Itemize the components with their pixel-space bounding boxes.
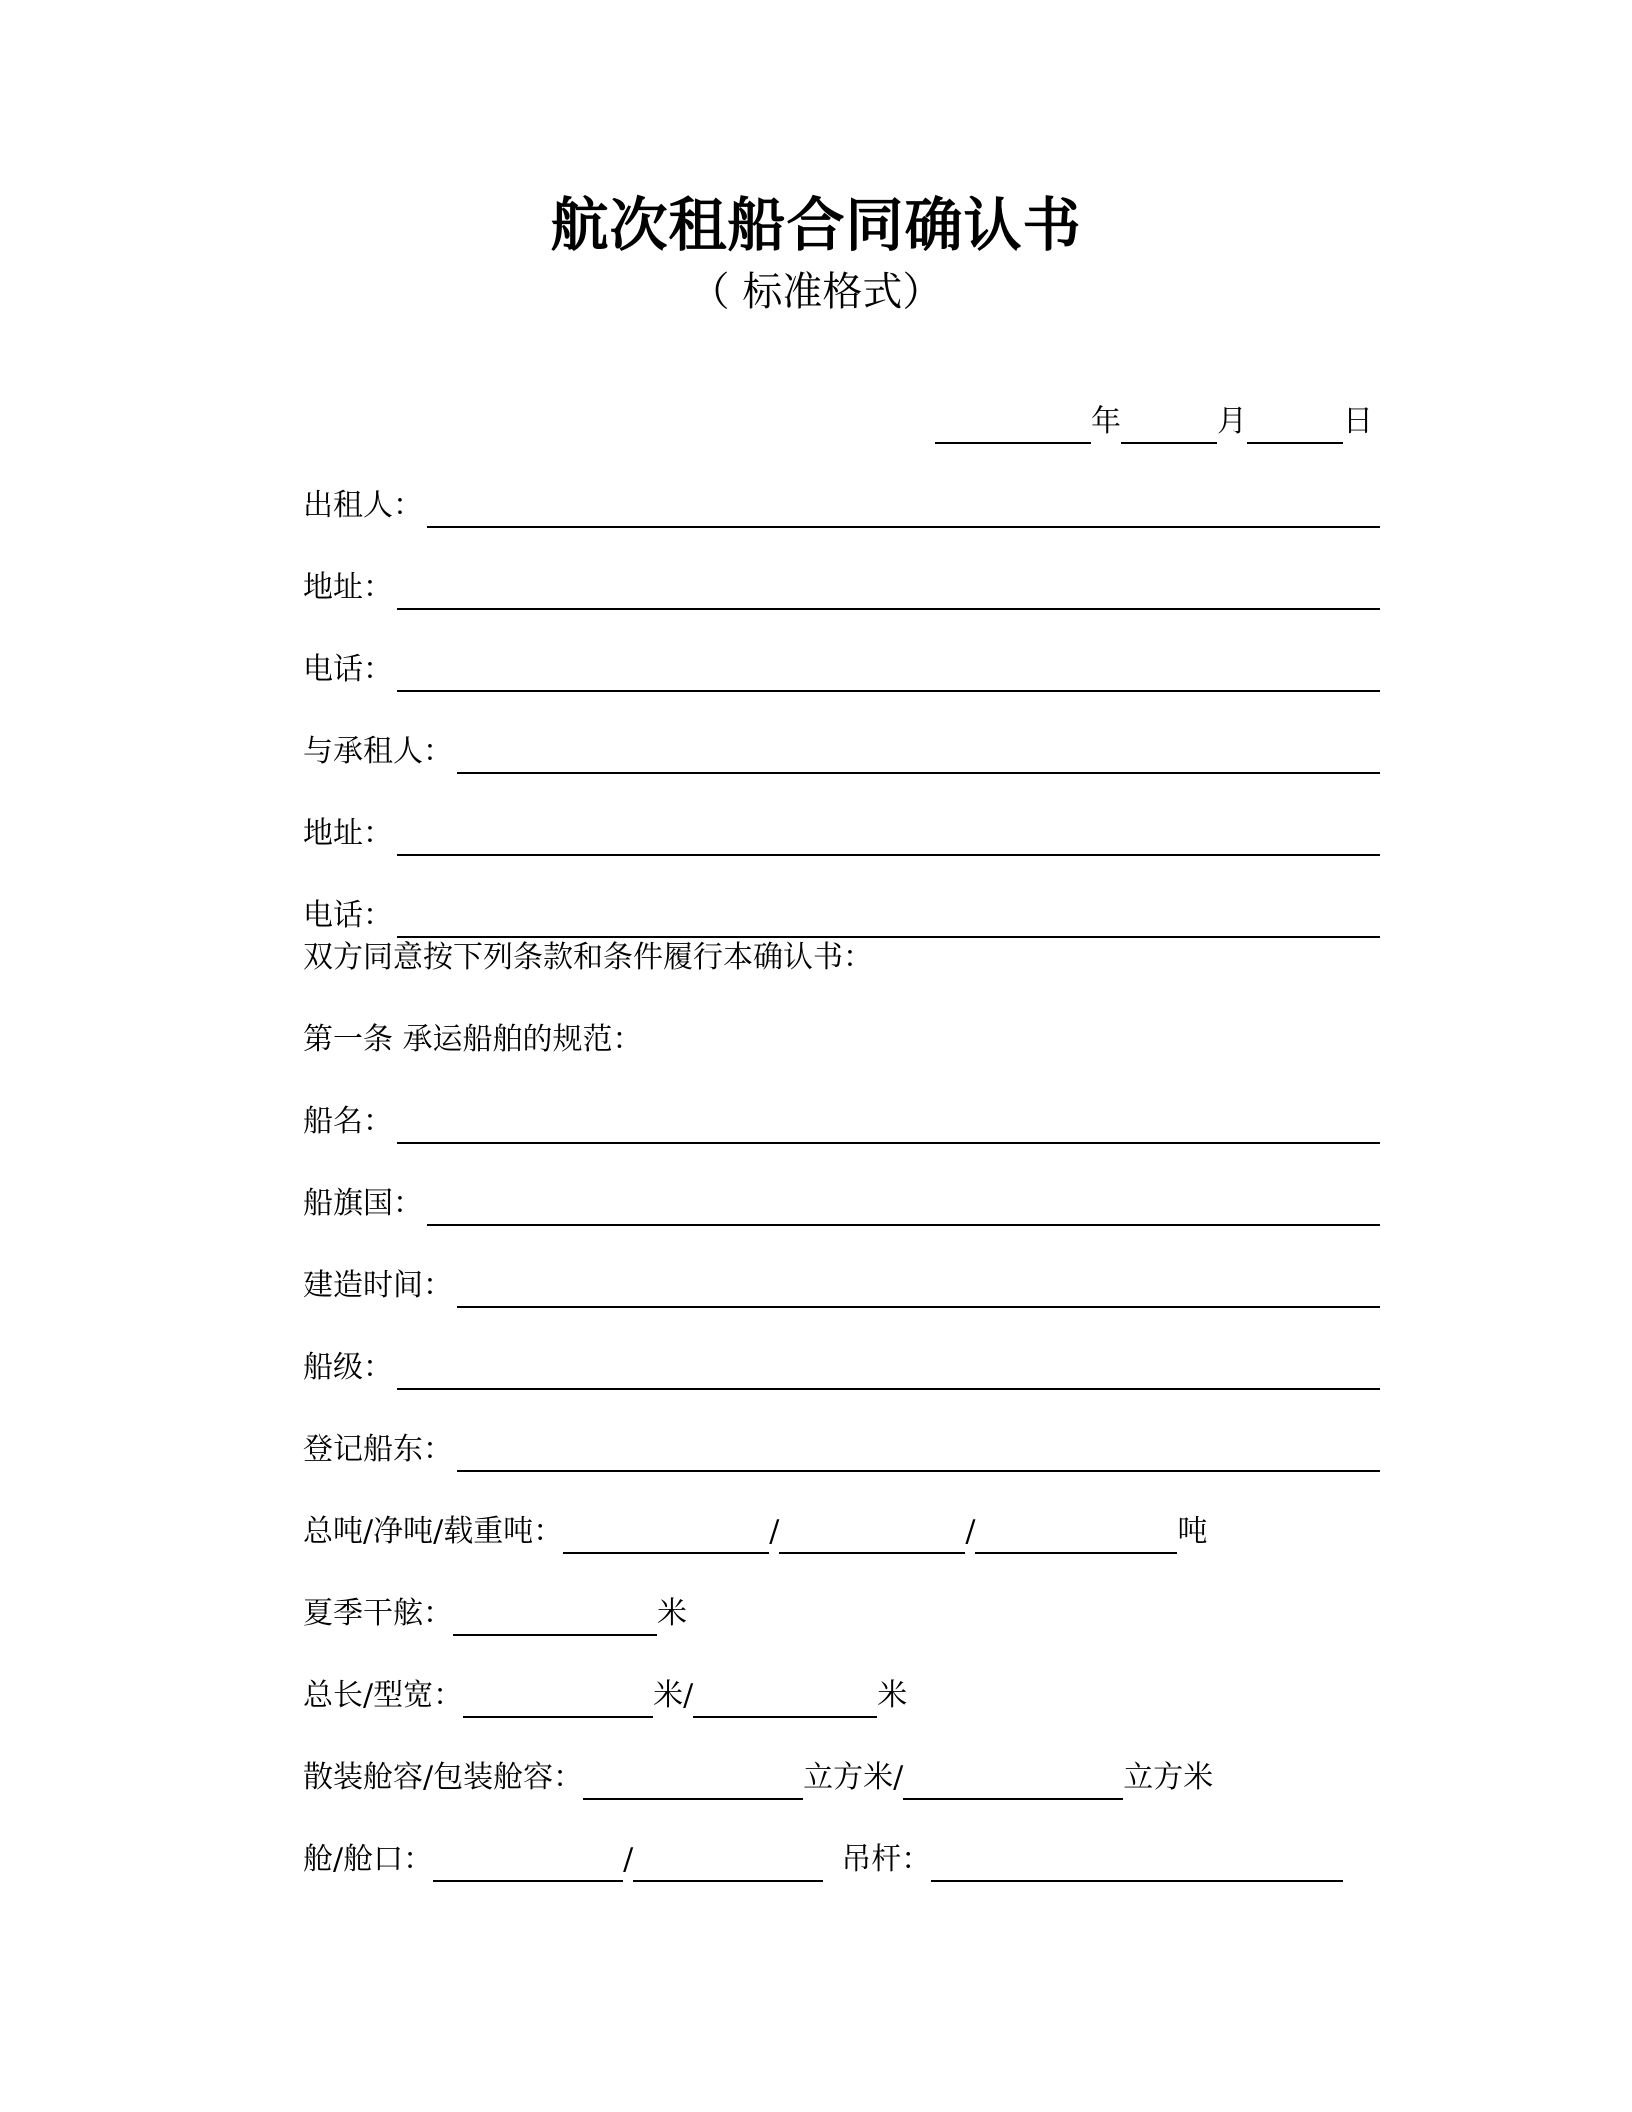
document-subtitle: （ 标准格式） [689,269,943,315]
net-tonnage-blank[interactable] [779,1522,965,1554]
year-label: 年 [1091,404,1121,439]
meter-slash: 米/ [653,1678,694,1713]
lessee-address-row [303,812,1380,856]
bale-capacity-blank[interactable] [903,1768,1123,1800]
lessee-phone-label: 电话： [303,898,393,933]
date-line [935,400,1373,444]
lessor-phone-label: 电话： [303,652,393,687]
month-label: 月 [1217,404,1247,439]
tonnage-row [303,1510,1380,1554]
lessee-row [303,730,1380,774]
flag-row [303,1182,1380,1226]
ship-name-row [303,1100,1380,1144]
ship-name-label: 船名： [303,1104,393,1139]
article1-heading: 第一条 承运船舶的规范： [303,1022,643,1057]
class-label: 船级： [303,1350,393,1385]
lessee-address-label: 地址： [303,816,393,851]
class-row [303,1346,1380,1390]
lessee-phone-row [303,894,1380,938]
hold-blank[interactable] [433,1850,623,1882]
built-label: 建造时间： [303,1268,453,1303]
hatch-blank[interactable] [633,1850,823,1882]
hatch-label: 舱/舱口： [303,1842,434,1877]
capacity-label: 散装舱容/包装舱容： [303,1760,584,1795]
built-row [303,1264,1380,1308]
owner-label: 登记船东： [303,1432,453,1467]
owner-row [303,1428,1380,1472]
beam-blank[interactable] [693,1686,877,1718]
loa-beam-label: 总长/型宽： [303,1678,464,1713]
lessor-label: 出租人： [303,488,423,523]
lessee-blank[interactable] [457,742,1380,774]
lessor-blank[interactable] [427,496,1380,528]
built-blank[interactable] [457,1276,1380,1308]
freeboard-blank[interactable] [453,1604,657,1636]
class-blank[interactable] [397,1358,1380,1390]
hatch-row [303,1838,1380,1882]
lessor-address-blank[interactable] [397,578,1380,610]
month-blank[interactable] [1121,412,1217,444]
owner-blank[interactable] [457,1440,1380,1472]
lessee-phone-blank[interactable] [397,906,1380,938]
slash: / [623,1842,634,1877]
slash: / [965,1514,976,1549]
cbm-unit: 立方米 [1123,1760,1214,1795]
day-blank[interactable] [1247,412,1343,444]
lessor-address-row [303,566,1380,610]
lessor-row [303,484,1380,528]
lessor-address-label: 地址： [303,570,393,605]
ton-unit: 吨 [1177,1514,1208,1549]
document-title: 航次租船合同确认书 [550,191,1082,259]
cbm-slash: 立方米/ [803,1760,904,1795]
slash: / [769,1514,780,1549]
capacity-row [303,1756,1380,1800]
agreement-text: 双方同意按下列条款和条件履行本确认书： [303,940,873,975]
derrick-label: 吊杆： [841,1842,932,1877]
tonnage-label: 总吨/净吨/载重吨： [303,1514,564,1549]
freeboard-label: 夏季干舷： [303,1596,453,1631]
ship-name-blank[interactable] [397,1112,1380,1144]
gross-tonnage-blank[interactable] [563,1522,769,1554]
loa-blank[interactable] [463,1686,653,1718]
derrick-blank[interactable] [931,1850,1343,1882]
year-blank[interactable] [935,412,1091,444]
flag-blank[interactable] [427,1194,1380,1226]
flag-label: 船旗国： [303,1186,423,1221]
lessor-phone-blank[interactable] [397,660,1380,692]
lessor-phone-row [303,648,1380,692]
lessee-label: 与承租人： [303,734,453,769]
meter-unit: 米 [657,1596,687,1631]
meter-unit: 米 [877,1678,908,1713]
loa-beam-row [303,1674,1380,1718]
dwt-blank[interactable] [975,1522,1177,1554]
grain-capacity-blank[interactable] [583,1768,803,1800]
day-label: 日 [1343,404,1373,439]
lessee-address-blank[interactable] [397,824,1380,856]
freeboard-row [303,1592,1380,1636]
